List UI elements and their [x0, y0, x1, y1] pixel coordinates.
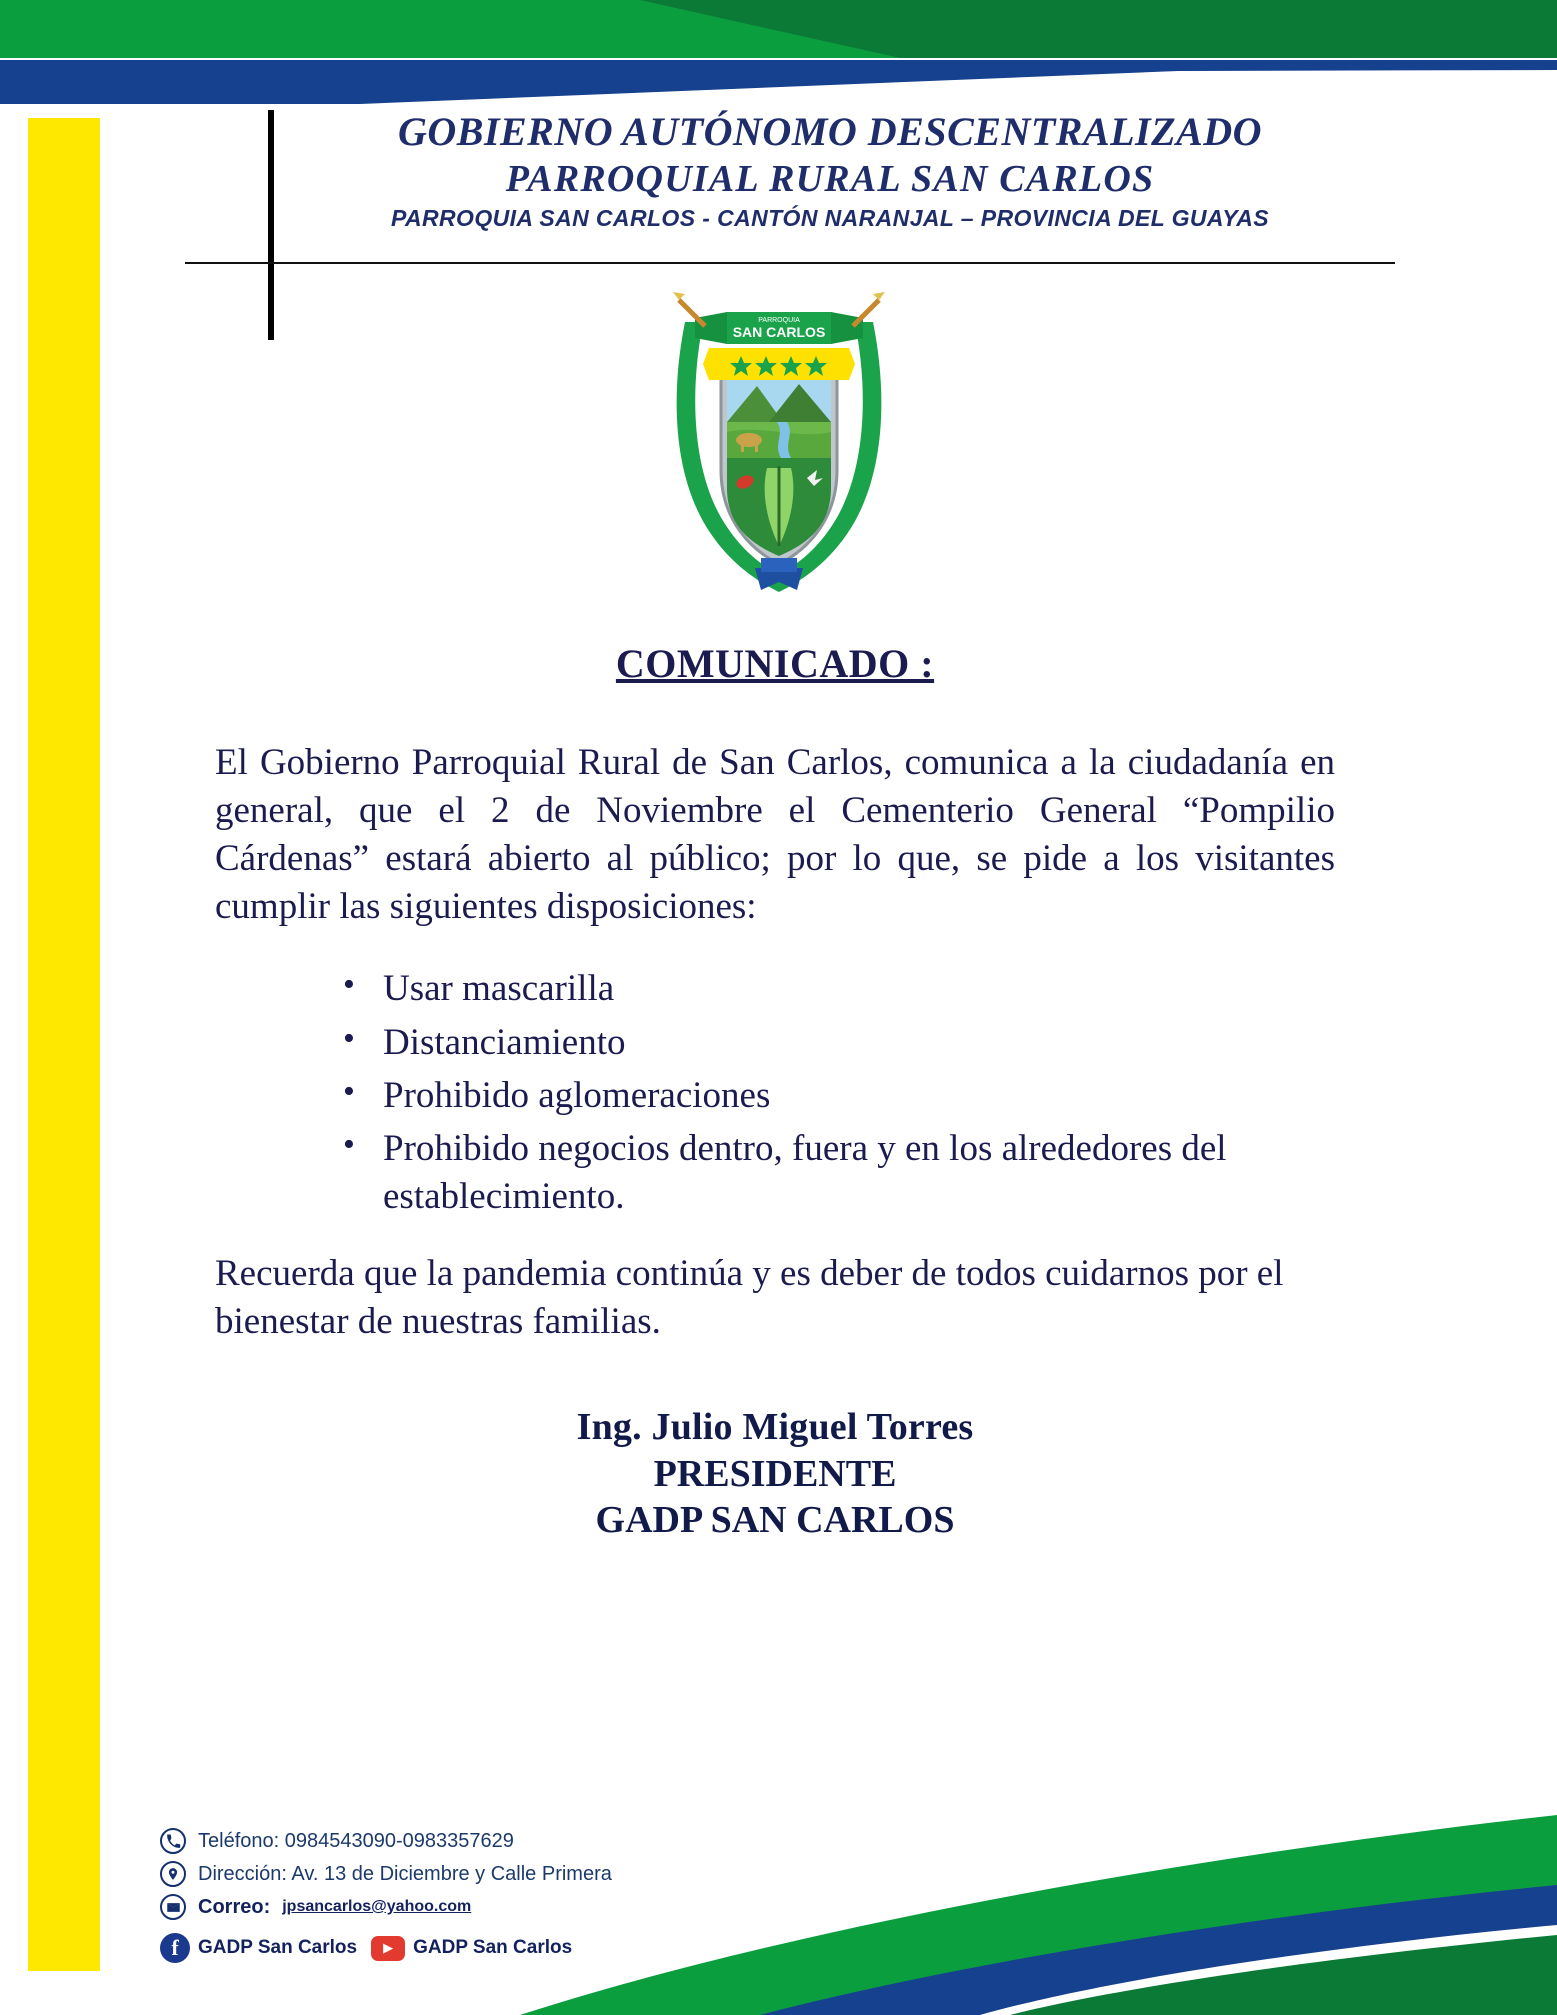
left-yellow-bar [28, 118, 100, 1936]
phone-icon [160, 1828, 186, 1854]
signature-name: Ing. Julio Miguel Torres [576, 1406, 974, 1449]
signature-entity: GADP SAN CARLOS [595, 1499, 955, 1542]
header-line-1: GOBIERNO AUTÓNOMO DESCENTRALIZADO [397, 109, 1263, 154]
contact-phone-row [160, 1828, 920, 1854]
youtube-icon: ▶ [371, 1936, 405, 1961]
contact-address-label: Dirección: Av. 13 de Diciembre y Calle Primera [198, 1862, 612, 1885]
document-body [215, 640, 1335, 1543]
contact-email-prefix: Correo: [198, 1895, 271, 1918]
youtube-link[interactable] [371, 1936, 572, 1961]
facebook-label: GADP San Carlos [198, 1937, 358, 1958]
header-horizontal-rule [185, 262, 1395, 264]
header-line-3: PARROQUIA SAN CARLOS - CANTÓN NARANJAL – PROVINCIA DEL GUAYAS [390, 205, 1269, 231]
contact-email-row[interactable] [160, 1894, 920, 1920]
contact-block [160, 1828, 920, 1963]
signature-block [215, 1404, 1335, 1543]
email-icon [160, 1894, 186, 1920]
contact-address-row [160, 1861, 920, 1887]
contact-phone-label: Teléfono: 0984543090-0983357629 [198, 1829, 514, 1852]
youtube-label: GADP San Carlos [413, 1937, 573, 1958]
page-title: COMUNICADO : [615, 641, 935, 686]
top-decoration [0, 0, 1557, 120]
signature-role: PRESIDENTE [653, 1452, 897, 1495]
list-item: • Prohibido aglomeraciones [335, 1072, 1335, 1119]
social-links [160, 1933, 920, 1963]
header [185, 108, 1395, 232]
paragraph-closing: Recuerda que la pandemia continúa y es deber de todos cuidarnos por el bienestar de nuestras familias. [215, 1253, 1284, 1343]
list-item: • Prohibido negocios dentro, fuera y en los alrededores del establecimiento. [335, 1125, 1335, 1220]
list-item: • Usar mascarilla [335, 965, 1335, 1012]
crest-name: SAN CARLOS [732, 324, 825, 340]
crest-top-label: PARROQUIA [757, 317, 800, 324]
contact-email-link[interactable]: jpsancarlos@yahoo.com [282, 1898, 472, 1915]
location-pin-icon [160, 1861, 186, 1887]
disposiciones-list [335, 965, 1335, 1220]
list-item: • Distanciamiento [335, 1019, 1335, 1066]
header-line-2: PARROQUIAL RURAL SAN CARLOS [505, 158, 1155, 200]
facebook-icon: f [160, 1933, 190, 1963]
paragraph-intro: El Gobierno Parroquial Rural de San Carlos, comunica a la ciudadanía en general, que el 2 de Noviembre el Cementerio General “Pompilio Cárdenas” estará abierto al público; por lo que, se pide a los visitantes cumplir las siguientes disposiciones: [215, 742, 1335, 928]
facebook-link[interactable] [160, 1933, 357, 1963]
coat-of-arms-icon [649, 282, 909, 602]
